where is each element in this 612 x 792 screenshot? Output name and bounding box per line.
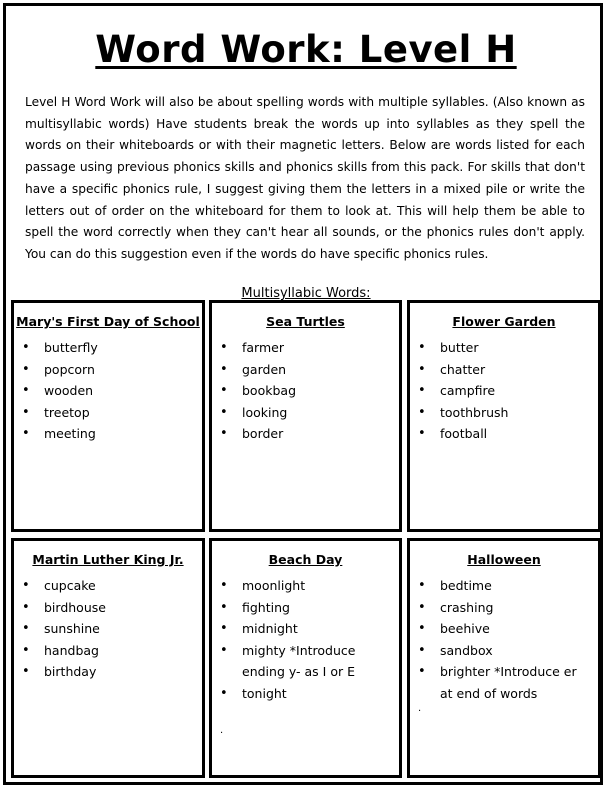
word-item: • tonight xyxy=(212,683,399,705)
word-item: • beehive xyxy=(410,618,598,640)
passage-box-beach-day xyxy=(209,538,402,778)
word-item: • garden xyxy=(212,359,399,381)
word-item: • bedtime xyxy=(410,575,598,597)
word-item: • wooden xyxy=(14,380,202,402)
word-item: • popcorn xyxy=(14,359,202,381)
intro-paragraph: Level H Word Work will also be about spelling words with multiple syllables. (Also known as multisyllabic words) Have students break the words up into syllables as they spell the words on their whiteboards or with their magnetic letters. Below are words listed for each passage using previous phonics skills and phonics skills from this pack. For skills that don't have a specific phonics rule, I suggest giving them the letters in a mixed pile or write the letters out of order on the whiteboard for them to look at. This will help them be able to spell the word correctly when they can't hear all sounds, or the phonics rules don't apply. You can do this suggestion even if the words do have specific phonics rules. xyxy=(25,95,585,261)
word-item: • toothbrush xyxy=(410,402,598,424)
passage-title: Sea Turtles xyxy=(266,314,345,329)
section-subheading: Multisyllabic Words: xyxy=(241,286,371,301)
word-item: • border xyxy=(212,423,399,445)
passage-title: Flower Garden xyxy=(452,314,556,329)
word-item: • crashing xyxy=(410,597,598,619)
word-list xyxy=(212,575,399,705)
word-item: • birthday xyxy=(14,661,202,683)
word-item: • midnight xyxy=(212,618,399,640)
passage-title: Mary's First Day of School xyxy=(16,314,200,329)
word-list xyxy=(410,575,598,705)
word-item: • birdhouse xyxy=(14,597,202,619)
word-item: • brighter *Introduce er at end of words xyxy=(410,661,598,704)
word-item: • butter xyxy=(410,337,598,359)
stray-mark: . xyxy=(220,725,224,736)
word-item: • cupcake xyxy=(14,575,202,597)
passage-box-martin-luther-king xyxy=(11,538,205,778)
word-item: • treetop xyxy=(14,402,202,424)
word-item: • moonlight xyxy=(212,575,399,597)
word-item: • looking xyxy=(212,402,399,424)
passage-box-marys-first-day xyxy=(11,300,205,532)
word-item: • football xyxy=(410,423,598,445)
word-item: • sunshine xyxy=(14,618,202,640)
passage-title: Martin Luther King Jr. xyxy=(32,552,184,567)
word-list xyxy=(410,337,598,445)
word-list xyxy=(14,337,202,445)
stray-mark: . xyxy=(418,703,422,714)
word-item: • bookbag xyxy=(212,380,399,402)
word-item: • sandbox xyxy=(410,640,598,662)
word-item: • butterfly xyxy=(14,337,202,359)
passage-box-flower-garden xyxy=(407,300,601,532)
word-item: • campfire xyxy=(410,380,598,402)
word-item: • meeting xyxy=(14,423,202,445)
passage-box-halloween xyxy=(407,538,601,778)
passage-box-sea-turtles xyxy=(209,300,402,532)
word-item: • farmer xyxy=(212,337,399,359)
word-item: • mighty *Introduce ending y- as I or E xyxy=(212,640,399,683)
word-item: • fighting xyxy=(212,597,399,619)
passage-title: Beach Day xyxy=(268,552,343,567)
word-list xyxy=(14,575,202,683)
word-item: • chatter xyxy=(410,359,598,381)
page-title: Word Work: Level H xyxy=(95,28,517,71)
passage-title: Halloween xyxy=(467,552,541,567)
word-item: • handbag xyxy=(14,640,202,662)
word-list xyxy=(212,337,399,445)
